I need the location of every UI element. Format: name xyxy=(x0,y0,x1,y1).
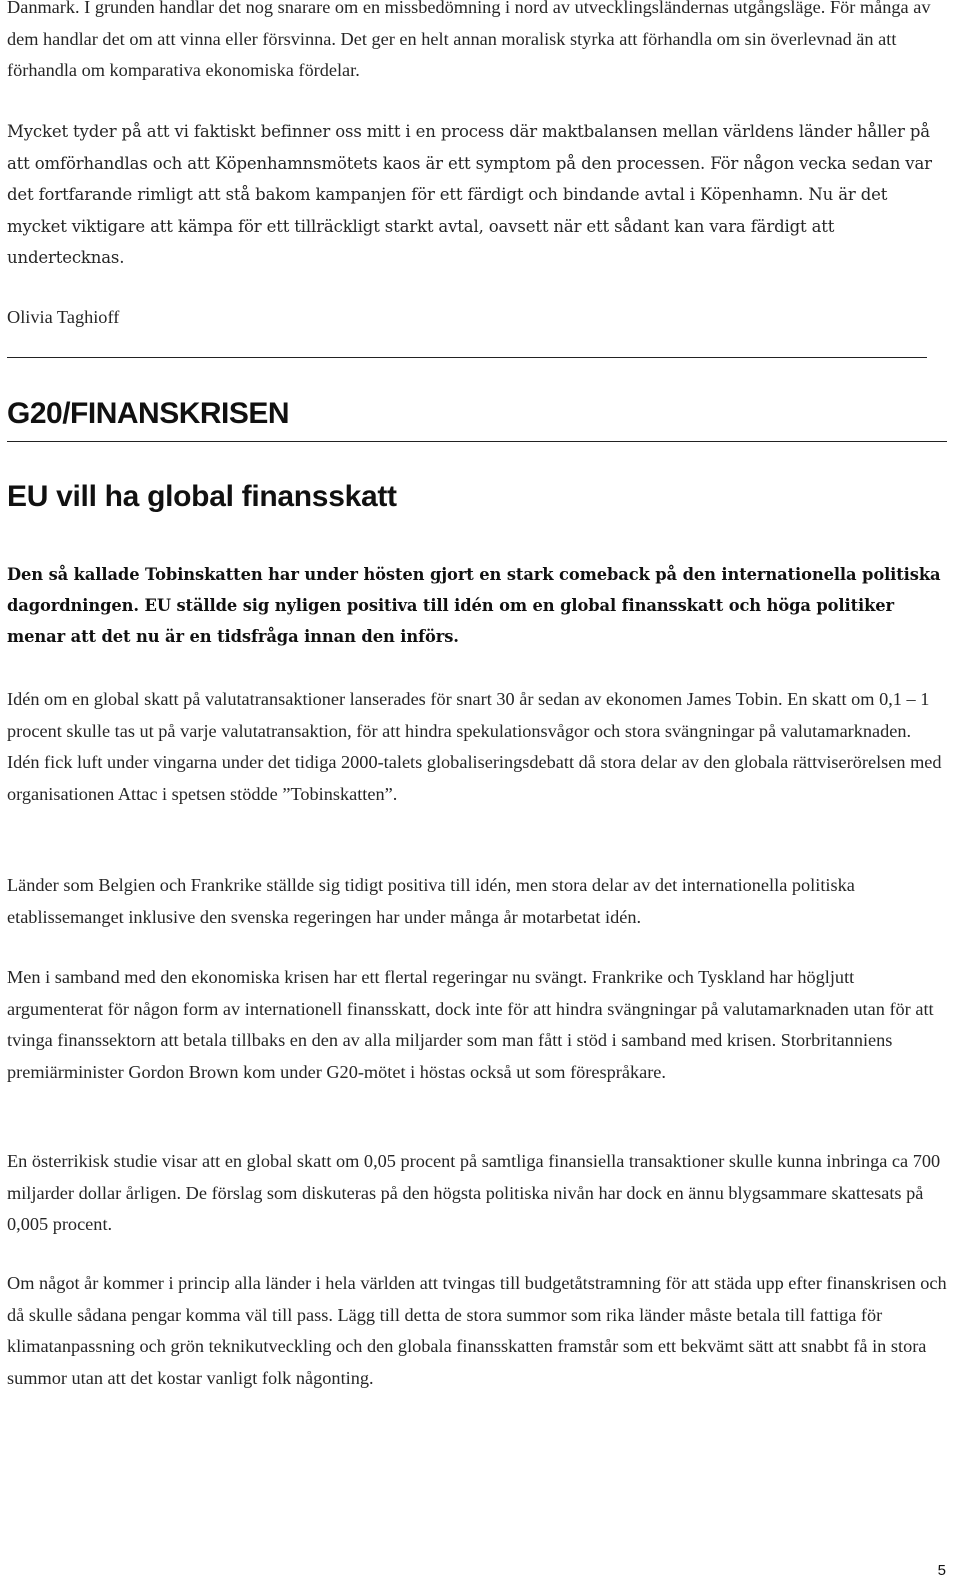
section-rule xyxy=(7,441,947,442)
body-paragraph-4: En österrikisk studie visar att en global skatt om 0,05 procent på samtliga finansiella transaktioner skulle kunna inbringa ca 700 miljarder dollar årligen. De förslag som diskuteras på den högsta politiska nivån har dock en ännu blygsammare skattesats på 0,005 procent. xyxy=(7,1151,941,1234)
page-number: 5 xyxy=(937,1562,946,1579)
article-lead: Den så kallade Tobinskatten har under hösten gjort en stark comeback på den internationella politiska dagordningen. EU ställde sig nyligen positiva till idén om en global finansskatt och höga politiker menar att det nu är en tidsfråga innan den införs. xyxy=(7,565,941,646)
body-paragraph-2: Länder som Belgien och Frankrike ställde sig tidigt positiva till idén, men stora delar av det internationella politiska etablissemanget inklusive den svenska regeringen har under många år motarbetat idén. xyxy=(7,875,855,927)
body-paragraph-3: Men i samband med den ekonomiska krisen har ett flertal regeringar nu svängt. Frankrike och Tyskland har högljutt argumenterat för någon form av internationell finansskatt, dock inte för att hindra svängningar på valutamarknaden utan för att tvinga finanssektorn att betala tillbaks en den av alla miljarder som man fått i stöd i samband med krisen. Storbritanniens premiärminister Gordon Brown kom under G20-mötet i höstas också ut som förespråkare. xyxy=(7,967,934,1082)
author-signature: Olivia Taghioff xyxy=(7,307,120,327)
body-paragraph-1: Idén om en global skatt på valutatransaktioner lanserades för snart 30 år sedan av ekonomen James Tobin. En skatt om 0,1 – 1 procent skulle tas ut på varje valutatransaktion, för att hindra spekulationsvågor och stora svängningar på valutamarknaden. Idén fick luft under vingarna under det tidiga 2000-talets globaliseringsdebatt då stora delar av den globala rättviserörelsen med organisationen Attac i spetsen stödde ”Tobinskatten”. xyxy=(7,689,942,804)
intro-paragraph: Danmark. I grunden handlar det nog snarare om en missbedömning i nord av utvecklingsländernas utgångsläge. För många av dem handlar det om att vinna eller försvinna. Det ger en helt annan moralisk styrka att förhandla om sin överlevnad än att förhandla om komparativa ekonomiska fördelar. xyxy=(7,0,931,80)
body-paragraph-5: Om något år kommer i princip alla länder i hela världen att tvingas till budgetåtstramning för att städa upp efter finanskrisen och då skulle sådana pengar komma väl till pass. Lägg till detta de stora summor som rika länder måste betala till fattiga för klimatanpassning och grön teknikutveckling och den globala finansskatten framstår som ett bekvämt sätt att snabbt få in stora summor utan att det kostar vanligt folk någonting. xyxy=(7,1273,947,1388)
section-kicker: G20/FINANSKRISEN xyxy=(7,397,290,430)
paragraph-2: Mycket tyder på att vi faktiskt befinner oss mitt i en process där maktbalansen mellan världens länder håller på att omförhandlas och att Köpenhamnsmötets kaos är ett symptom på den processen. För någon vecka sedan var det fortfarande rimligt att stå bakom kampanjen för ett färdigt och bindande avtal i Köpenhamn. Nu är det mycket viktigare att kämpa för ett tillräckligt starkt avtal, oavsett när ett sådant kan vara färdigt att undertecknas. xyxy=(7,122,932,267)
article-headline: EU vill ha global finansskatt xyxy=(7,480,397,513)
signature-divider xyxy=(7,357,927,358)
